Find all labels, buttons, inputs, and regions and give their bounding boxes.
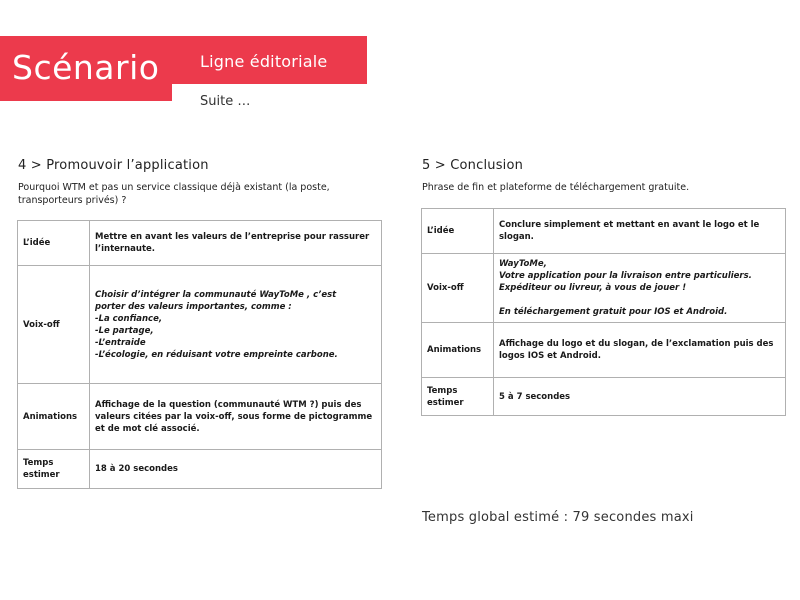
section5-intro: Phrase de fin et plateforme de téléchargement gratuite. [422, 182, 690, 193]
row-value-idee: Conclure simplement et mettant en avant le logo et le slogan. [494, 209, 786, 254]
table-row [18, 266, 382, 384]
section4-table [17, 220, 382, 489]
row-value-voix-off [494, 254, 786, 323]
voix-off-line: -L’écologie, en réduisant votre empreinte carbone. [95, 349, 338, 360]
row-value-animations: Affichage de la question (communauté WTM ?) puis des valeurs citées par la voix-off, sous forme de pictogramme et de mot clé associé. [90, 384, 382, 450]
row-label-voix-off: Voix-off [18, 266, 90, 384]
row-label-animations: Animations [18, 384, 90, 450]
voix-off-line: porter des valeurs importantes, comme : [95, 301, 292, 312]
voix-off-line: Expéditeur ou livreur, à vous de jouer ! [499, 283, 687, 293]
table-row [18, 450, 382, 489]
page-title: Scénario [12, 48, 160, 87]
row-label-temps: Temps estimer [18, 450, 90, 489]
row-label-idee: L’idée [18, 221, 90, 266]
row-value-voix-off [90, 266, 382, 384]
voix-off-line: -Le partage, [95, 325, 154, 336]
voix-off-line: En téléchargement gratuit pour IOS et Android. [499, 307, 728, 317]
table-row [422, 323, 786, 378]
section4-title: 4 > Promouvoir l’application [18, 158, 209, 173]
table-row [18, 221, 382, 266]
row-value-temps: 18 à 20 secondes [90, 450, 382, 489]
row-value-temps: 5 à 7 secondes [494, 378, 786, 416]
voix-off-gap [499, 294, 780, 306]
voix-off-line: -L’entraide [95, 337, 146, 348]
voix-off-line: WayToMe, [499, 259, 547, 269]
table-row [18, 384, 382, 450]
table-row [422, 378, 786, 416]
row-value-animations: Affichage du logo et du slogan, de l’exclamation puis des logos IOS et Android. [494, 323, 786, 378]
voix-off-line: Votre application pour la livraison entre particuliers. [499, 271, 752, 281]
voix-off-line: -La confiance, [95, 313, 163, 324]
section5-title: 5 > Conclusion [422, 158, 524, 173]
suite-label: Suite … [200, 94, 251, 109]
row-label-temps: Temps estimer [422, 378, 494, 416]
section4-intro: Pourquoi WTM et pas un service classique déjà existant (la poste, transporteurs privés) ? [18, 182, 330, 206]
total-duration: Temps global estimé : 79 secondes maxi [422, 510, 694, 525]
row-label-voix-off: Voix-off [422, 254, 494, 323]
page-subtitle: Ligne éditoriale [200, 52, 328, 71]
row-label-animations: Animations [422, 323, 494, 378]
voix-off-line: Choisir d’intégrer la communauté WayToMe , c’est [95, 289, 337, 300]
section5-table [421, 208, 786, 416]
table-row [422, 254, 786, 323]
row-value-idee: Mettre en avant les valeurs de l’entreprise pour rassurer l’internaute. [90, 221, 382, 266]
row-label-idee: L’idée [422, 209, 494, 254]
table-row [422, 209, 786, 254]
